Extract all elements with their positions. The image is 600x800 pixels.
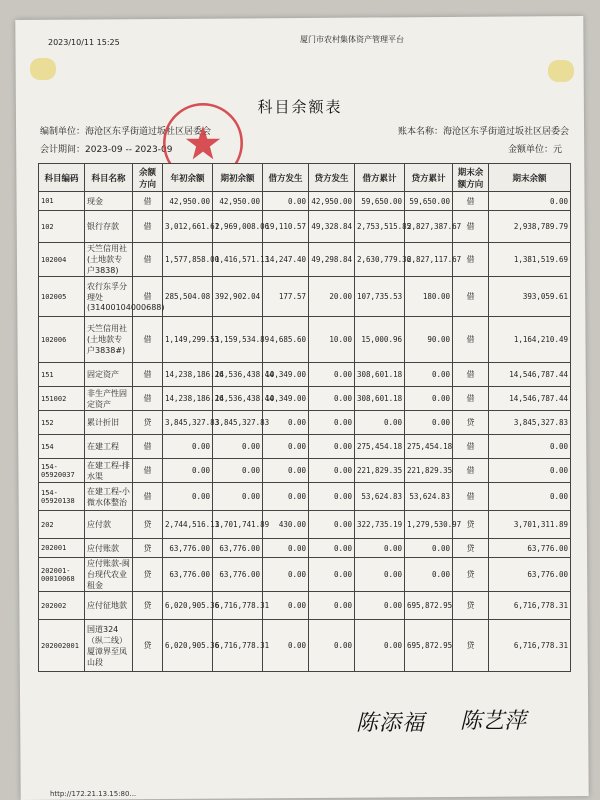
table-cell-credit: 0.00	[309, 435, 355, 459]
table-cell-debit: 19,110.57	[263, 211, 309, 243]
header-cell: 贷方发生	[309, 164, 355, 192]
table-cell-year-open: 42,950.00	[163, 192, 213, 211]
table-cell-dir: 借	[133, 211, 163, 243]
table-row	[39, 620, 571, 672]
table-cell-debit-cum: 0.00	[355, 539, 405, 558]
period-label: 会计期间：2023-09 -- 2023-09	[40, 145, 173, 155]
table-row	[39, 277, 571, 317]
balance-table	[38, 163, 571, 672]
table-cell-end-dir: 借	[453, 192, 489, 211]
table-cell-end-bal: 0.00	[489, 192, 571, 211]
table-cell-debit: 0.00	[263, 592, 309, 620]
table-cell-end-bal: 63,776.00	[489, 558, 571, 592]
table-cell-debit-cum: 0.00	[355, 620, 405, 672]
table-cell-credit: 20.00	[309, 277, 355, 317]
table-cell-code: 202001	[39, 539, 85, 558]
footer-url: http://172.21.13.15:80...	[50, 790, 137, 798]
table-cell-debit-cum: 0.00	[355, 558, 405, 592]
table-cell-period-open: 2,969,008.06	[213, 211, 263, 243]
table-cell-code: 154-05920037	[39, 459, 85, 483]
table-row	[39, 511, 571, 539]
table-cell-year-open: 0.00	[163, 483, 213, 511]
platform-name: 厦门市农村集体资产管理平台	[300, 35, 404, 44]
table-cell-dir: 贷	[133, 592, 163, 620]
table-cell-debit-cum: 53,624.83	[355, 483, 405, 511]
table-cell-end-bal: 3,701,311.89	[489, 511, 571, 539]
table-cell-debit: 0.00	[263, 620, 309, 672]
table-cell-dir: 借	[133, 459, 163, 483]
table-cell-credit: 0.00	[309, 363, 355, 387]
table-cell-year-open: 0.00	[163, 435, 213, 459]
tape-mark	[30, 58, 56, 80]
table-cell-end-dir: 借	[453, 483, 489, 511]
table-cell-debit: 0.00	[263, 459, 309, 483]
table-cell-credit-cum: 221,829.35	[405, 459, 453, 483]
table-cell-debit: 0.00	[263, 192, 309, 211]
table-cell-dir: 借	[133, 317, 163, 363]
table-cell-end-bal: 14,546,787.44	[489, 363, 571, 387]
table-cell-code: 202002	[39, 592, 85, 620]
print-timestamp: 2023/10/11 15:25	[48, 38, 120, 47]
table-cell-period-open: 1,159,534.89	[213, 317, 263, 363]
table-cell-name: 农行东孚分理处(31400104000688)	[85, 277, 133, 317]
table-row	[39, 211, 571, 243]
table-cell-name: 在建工程-小微水体整治	[85, 483, 133, 511]
table-cell-debit: 177.57	[263, 277, 309, 317]
table-cell-credit-cum: 90.00	[405, 317, 453, 363]
table-cell-credit: 42,950.00	[309, 192, 355, 211]
table-header-row	[39, 164, 571, 192]
table-cell-name: 应付征地款	[85, 592, 133, 620]
table-cell-credit: 0.00	[309, 620, 355, 672]
table-cell-credit: 49,328.84	[309, 211, 355, 243]
table-cell-debit-cum: 2,630,779.36	[355, 243, 405, 277]
header-cell: 借方累计	[355, 164, 405, 192]
table-cell-end-dir: 借	[453, 387, 489, 411]
table-cell-dir: 借	[133, 435, 163, 459]
table-cell-end-bal: 2,938,789.79	[489, 211, 571, 243]
table-cell-end-bal: 0.00	[489, 459, 571, 483]
table-cell-end-dir: 借	[453, 211, 489, 243]
table-cell-credit-cum: 0.00	[405, 539, 453, 558]
table-row	[39, 435, 571, 459]
table-cell-debit: 10,349.00	[263, 363, 309, 387]
table-cell-code: 151002	[39, 387, 85, 411]
table-cell-debit: 0.00	[263, 411, 309, 435]
table-cell-credit-cum: 695,872.95	[405, 620, 453, 672]
table-cell-end-bal: 0.00	[489, 435, 571, 459]
table-cell-debit-cum: 221,829.35	[355, 459, 405, 483]
table-cell-period-open: 0.00	[213, 435, 263, 459]
table-cell-dir: 贷	[133, 620, 163, 672]
table-cell-year-open: 6,020,905.36	[163, 592, 213, 620]
table-cell-period-open: 42,950.00	[213, 192, 263, 211]
table-row	[39, 459, 571, 483]
table-cell-year-open: 3,012,661.61	[163, 211, 213, 243]
table-cell-year-open: 3,845,327.83	[163, 411, 213, 435]
table-cell-credit: 0.00	[309, 592, 355, 620]
table-cell-name: 应付款	[85, 511, 133, 539]
table-cell-code: 101	[39, 192, 85, 211]
table-cell-code: 151	[39, 363, 85, 387]
table-cell-end-bal: 6,716,778.31	[489, 592, 571, 620]
header-cell: 余额方向	[133, 164, 163, 192]
table-cell-year-open: 2,744,516.11	[163, 511, 213, 539]
table-cell-name: 现金	[85, 192, 133, 211]
header-cell: 期末余额方向	[453, 164, 489, 192]
table-cell-credit-cum: 1,279,530.97	[405, 511, 453, 539]
table-cell-code: 102006	[39, 317, 85, 363]
table-cell-credit: 0.00	[309, 483, 355, 511]
table-cell-code: 154-05920138	[39, 483, 85, 511]
table-cell-name: 银行存款	[85, 211, 133, 243]
table-cell-debit-cum: 0.00	[355, 592, 405, 620]
signature-2: 陈艺萍	[460, 709, 527, 734]
table-cell-code: 102005	[39, 277, 85, 317]
table-cell-credit-cum: 53,624.83	[405, 483, 453, 511]
table-cell-dir: 借	[133, 277, 163, 317]
table-cell-end-dir: 借	[453, 459, 489, 483]
table-cell-debit-cum: 107,735.53	[355, 277, 405, 317]
table-cell-credit: 0.00	[309, 411, 355, 435]
table-row	[39, 317, 571, 363]
table-cell-period-open: 63,776.00	[213, 558, 263, 592]
table-cell-credit-cum: 0.00	[405, 558, 453, 592]
table-cell-period-open: 63,776.00	[213, 539, 263, 558]
table-cell-end-bal: 393,059.61	[489, 277, 571, 317]
table-cell-period-open: 14,536,438.44	[213, 363, 263, 387]
table-cell-end-bal: 63,776.00	[489, 539, 571, 558]
table-cell-debit: 10,349.00	[263, 387, 309, 411]
page-title: 科目余额表	[257, 98, 343, 116]
table-cell-credit-cum: 180.00	[405, 277, 453, 317]
table-cell-code: 154	[39, 435, 85, 459]
header-cell: 期末余额	[489, 164, 571, 192]
table-cell-code: 102004	[39, 243, 85, 277]
table-cell-name: 累计折旧	[85, 411, 133, 435]
table-cell-credit-cum: 0.00	[405, 363, 453, 387]
table-row	[39, 243, 571, 277]
table-cell-end-bal: 3,845,327.83	[489, 411, 571, 435]
table-cell-credit-cum: 59,650.00	[405, 192, 453, 211]
table-cell-end-dir: 贷	[453, 558, 489, 592]
table-cell-credit: 10.00	[309, 317, 355, 363]
table-cell-end-dir: 借	[453, 243, 489, 277]
table-cell-end-bal: 1,164,210.49	[489, 317, 571, 363]
table-cell-period-open: 392,902.04	[213, 277, 263, 317]
table-cell-name: 非生产性固定资产	[85, 387, 133, 411]
table-cell-name: 天竺信用社(土地款专户3838#)	[85, 317, 133, 363]
table-cell-end-dir: 贷	[453, 511, 489, 539]
table-cell-end-bal: 0.00	[489, 483, 571, 511]
header-cell: 期初余额	[213, 164, 263, 192]
table-cell-end-bal: 1,381,519.69	[489, 243, 571, 277]
table-row	[39, 387, 571, 411]
table-cell-debit: 0.00	[263, 435, 309, 459]
table-cell-period-open: 3,701,741.89	[213, 511, 263, 539]
header-cell: 借方发生	[263, 164, 309, 192]
table-cell-dir: 借	[133, 483, 163, 511]
table-cell-credit-cum: 0.00	[405, 411, 453, 435]
table-cell-end-dir: 借	[453, 277, 489, 317]
table-cell-end-dir: 贷	[453, 592, 489, 620]
table-cell-period-open: 6,716,778.31	[213, 592, 263, 620]
table-cell-end-dir: 贷	[453, 411, 489, 435]
header-cell: 科目名称	[85, 164, 133, 192]
table-cell-credit: 0.00	[309, 511, 355, 539]
table-cell-credit: 0.00	[309, 558, 355, 592]
signature-1: 陈添福	[356, 711, 426, 736]
table-cell-year-open: 14,238,186.26	[163, 363, 213, 387]
unit-label: 金额单位：元	[508, 145, 563, 155]
account-label: 账本名称：海沧区东孚街道过坂社区居委会	[398, 127, 570, 137]
table-cell-credit-cum: 695,872.95	[405, 592, 453, 620]
table-cell-debit: 0.00	[263, 539, 309, 558]
table-cell-debit-cum: 308,601.18	[355, 387, 405, 411]
table-cell-name: 在建工程	[85, 435, 133, 459]
table-cell-end-dir: 借	[453, 317, 489, 363]
table-cell-end-bal: 6,716,778.31	[489, 620, 571, 672]
table-cell-dir: 借	[133, 387, 163, 411]
org-label: 编制单位：海沧区东孚街道过坂社区居委会	[40, 127, 212, 137]
table-cell-debit: 14,247.40	[263, 243, 309, 277]
table-cell-credit-cum: 275,454.18	[405, 435, 453, 459]
table-cell-dir: 借	[133, 243, 163, 277]
table-cell-name: 国道324（纵二线）厦漳界至凤山段	[85, 620, 133, 672]
table-cell-code: 102	[39, 211, 85, 243]
table-cell-end-dir: 借	[453, 435, 489, 459]
table-cell-year-open: 285,504.08	[163, 277, 213, 317]
table-cell-period-open: 1,416,571.13	[213, 243, 263, 277]
table-cell-name: 在建工程-排水渠	[85, 459, 133, 483]
table-cell-year-open: 63,776.00	[163, 558, 213, 592]
table-cell-debit: 4,685.60	[263, 317, 309, 363]
table-cell-end-bal: 14,546,787.44	[489, 387, 571, 411]
table-row	[39, 539, 571, 558]
table-cell-debit-cum: 275,454.18	[355, 435, 405, 459]
table-cell-code: 202001-00010068	[39, 558, 85, 592]
table-cell-year-open: 6,020,905.36	[163, 620, 213, 672]
table-cell-credit: 0.00	[309, 459, 355, 483]
table-cell-period-open: 0.00	[213, 483, 263, 511]
table-row	[39, 592, 571, 620]
table-cell-dir: 贷	[133, 558, 163, 592]
table-cell-name: 应付账款	[85, 539, 133, 558]
header-cell: 贷方累计	[405, 164, 453, 192]
table-cell-debit-cum: 308,601.18	[355, 363, 405, 387]
table-cell-debit-cum: 322,735.19	[355, 511, 405, 539]
table-cell-credit: 0.00	[309, 539, 355, 558]
table-cell-debit: 0.00	[263, 558, 309, 592]
table-row	[39, 411, 571, 435]
table-cell-end-dir: 贷	[453, 539, 489, 558]
table-row	[39, 192, 571, 211]
table-cell-debit: 0.00	[263, 483, 309, 511]
table-cell-code: 152	[39, 411, 85, 435]
table-cell-name: 应付账款-闽台现代农业租金	[85, 558, 133, 592]
table-cell-year-open: 0.00	[163, 459, 213, 483]
table-cell-debit-cum: 59,650.00	[355, 192, 405, 211]
table-cell-dir: 贷	[133, 539, 163, 558]
table-cell-year-open: 63,776.00	[163, 539, 213, 558]
table-cell-dir: 贷	[133, 411, 163, 435]
table-cell-period-open: 3,845,327.83	[213, 411, 263, 435]
table-cell-credit-cum: 0.00	[405, 387, 453, 411]
table-cell-year-open: 14,238,186.26	[163, 387, 213, 411]
table-cell-debit: 430.00	[263, 511, 309, 539]
table-cell-year-open: 1,577,858.00	[163, 243, 213, 277]
table-cell-code: 202	[39, 511, 85, 539]
table-cell-name: 天竺信用社(土地款专户3838)	[85, 243, 133, 277]
table-cell-credit-cum: 2,827,387.67	[405, 211, 453, 243]
table-cell-dir: 借	[133, 192, 163, 211]
table-cell-period-open: 0.00	[213, 459, 263, 483]
tape-mark	[548, 60, 574, 82]
table-cell-period-open: 14,536,438.44	[213, 387, 263, 411]
table-cell-credit: 0.00	[309, 387, 355, 411]
table-cell-credit-cum: 2,827,117.67	[405, 243, 453, 277]
table-cell-end-dir: 借	[453, 363, 489, 387]
table-cell-period-open: 6,716,778.31	[213, 620, 263, 672]
header-cell: 年初余额	[163, 164, 213, 192]
table-row	[39, 558, 571, 592]
table-cell-dir: 贷	[133, 511, 163, 539]
table-cell-end-dir: 贷	[453, 620, 489, 672]
table-cell-credit: 49,298.84	[309, 243, 355, 277]
table-cell-debit-cum: 2,753,515.85	[355, 211, 405, 243]
table-cell-name: 固定资产	[85, 363, 133, 387]
table-cell-dir: 借	[133, 363, 163, 387]
table-cell-debit-cum: 15,000.96	[355, 317, 405, 363]
table-row	[39, 483, 571, 511]
table-row	[39, 363, 571, 387]
header-cell: 科目编码	[39, 164, 85, 192]
table-cell-year-open: 1,149,299.53	[163, 317, 213, 363]
table-cell-code: 202002001	[39, 620, 85, 672]
table-cell-debit-cum: 0.00	[355, 411, 405, 435]
